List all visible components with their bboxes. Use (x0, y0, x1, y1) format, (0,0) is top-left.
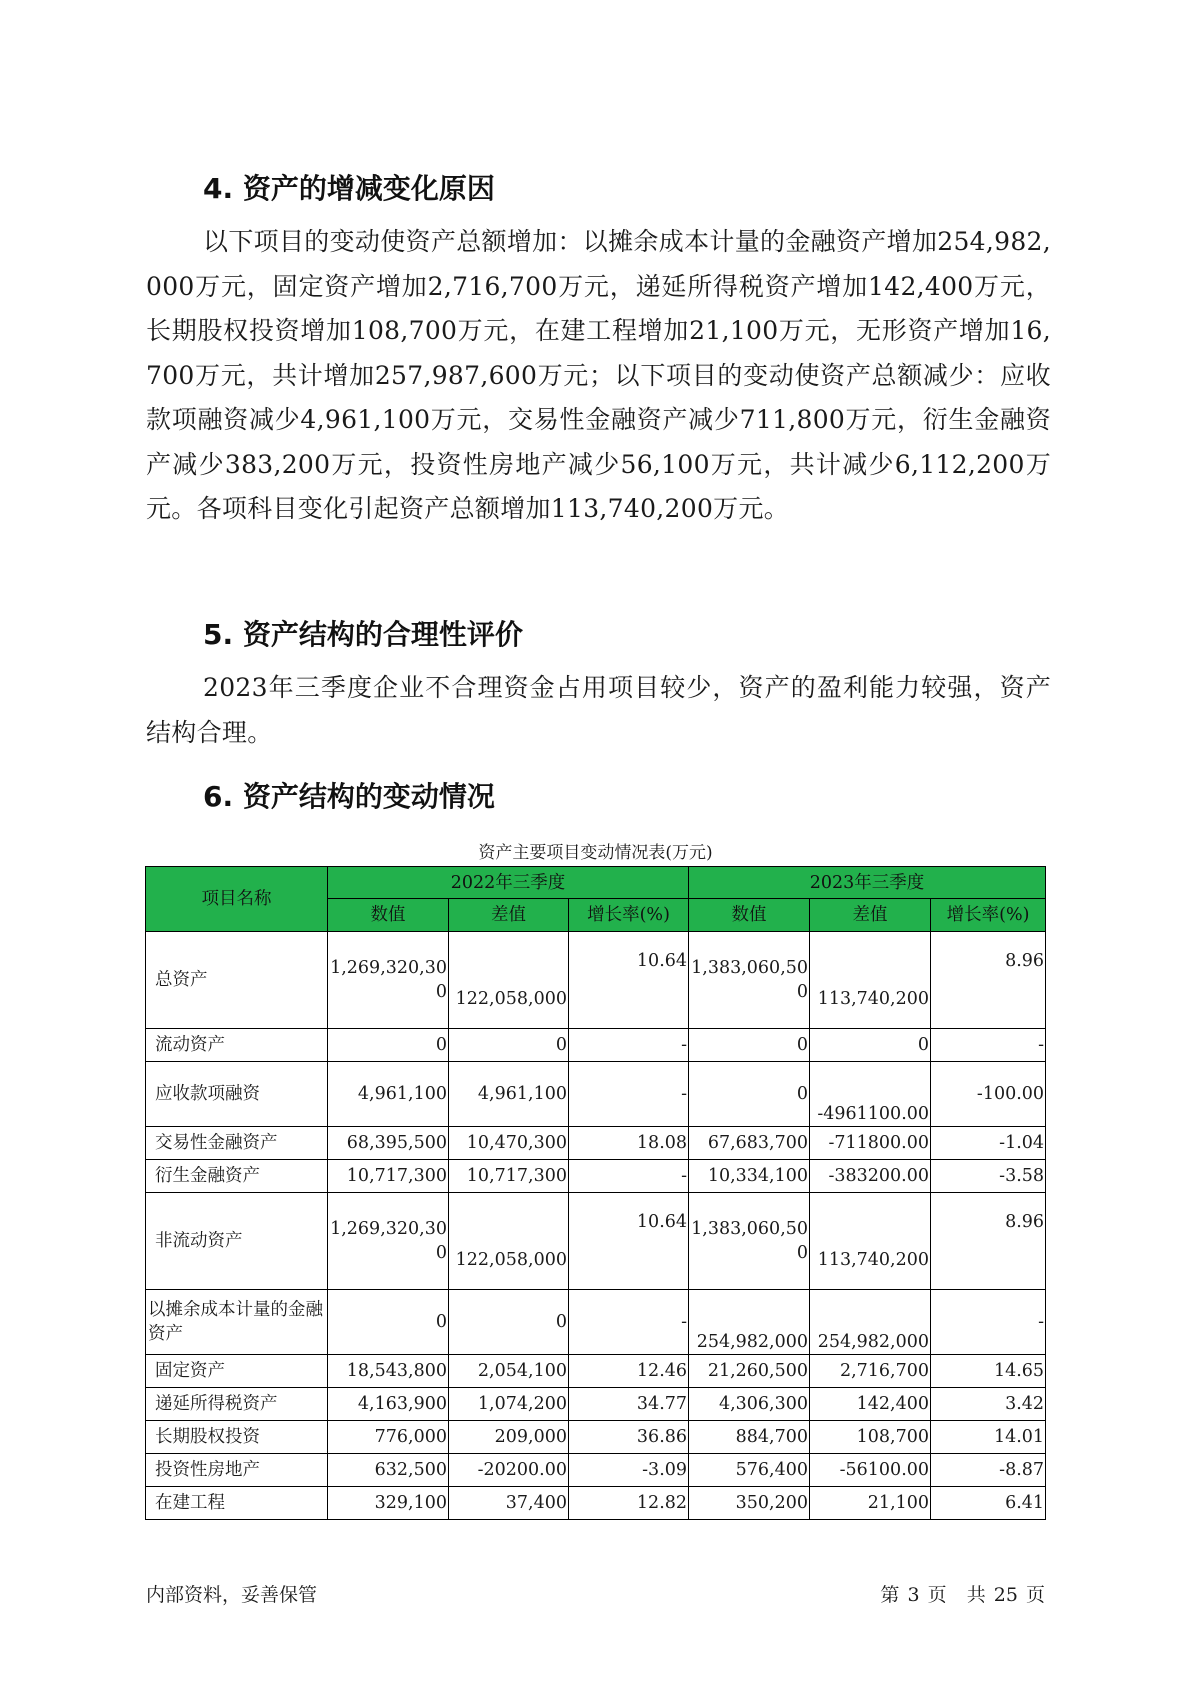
growth-2023: -1.04 (931, 1127, 1046, 1160)
value-2022: 4,163,900 (328, 1388, 449, 1421)
row-name: 递延所得税资产 (146, 1388, 328, 1421)
section-heading-4: 4. 资产的增减变化原因 (203, 172, 495, 205)
header-diff-2023: 差值 (810, 899, 931, 932)
value-2023: 254,982,000 (689, 1290, 810, 1355)
diff-2023: 2,716,700 (810, 1355, 931, 1388)
growth-2022: - (569, 1160, 689, 1193)
growth-2022: - (569, 1290, 689, 1355)
header-growth-2022: 增长率(%) (569, 899, 689, 932)
diff-2023: -383200.00 (810, 1160, 931, 1193)
row-name: 长期股权投资 (146, 1421, 328, 1454)
diff-2023: 254,982,000 (810, 1290, 931, 1355)
diff-2022: 0 (449, 1029, 569, 1062)
page-number: 3 (907, 1584, 920, 1606)
value-2022: 632,500 (328, 1454, 449, 1487)
growth-2023: -100.00 (931, 1062, 1046, 1127)
diff-2023: -56100.00 (810, 1454, 931, 1487)
table-row (146, 1454, 1046, 1487)
header-item-name: 项目名称 (146, 867, 328, 932)
value-2023: 0 (689, 1029, 810, 1062)
diff-2023: -4961100.00 (810, 1062, 931, 1127)
table-row (146, 1193, 1046, 1290)
header-growth-2023: 增长率(%) (931, 899, 1046, 932)
growth-2022: 10.64 (569, 1193, 689, 1290)
diff-2022: 122,058,000 (449, 932, 569, 1029)
growth-2023: - (931, 1290, 1046, 1355)
header-value-2023: 数值 (689, 899, 810, 932)
value-2022: 4,961,100 (328, 1062, 449, 1127)
total-prefix: 共 (966, 1584, 986, 1606)
header-value-2022: 数值 (328, 899, 449, 932)
growth-2023: 8.96 (931, 1193, 1046, 1290)
total-pages: 25 (993, 1584, 1018, 1606)
total-unit: 页 (1025, 1584, 1045, 1606)
growth-2023: 6.41 (931, 1487, 1046, 1520)
table-row (146, 1421, 1046, 1454)
row-name: 以摊余成本计量的金融资产 (146, 1290, 328, 1355)
diff-2022: -20200.00 (449, 1454, 569, 1487)
value-2023: 884,700 (689, 1421, 810, 1454)
growth-2023: 8.96 (931, 932, 1046, 1029)
section-paragraph-4: 以下项目的变动使资产总额增加：以摊余成本计量的金融资产增加254,982,000万元，固定资产增加2,716,700万元，递延所得税资产增加142,400万元，长期股权投资增加108,700万元，在建工程增加21,100万元，无形资产增加16,700万元，共计增加257,987,600万元；以下项目的变动使资产总额减少：应收款项融资减少4,961,100万元，交易性金融资产减少711,800万元，衍生金融资产减少383,200万元，投资性房地产减少56,100万元，共计减少6,112,200万元。各项科目变化引起资产总额增加113,740,200万元。 (146, 227, 1051, 523)
table-row (146, 1062, 1046, 1127)
header-period-2023: 2023年三季度 (689, 867, 1046, 899)
value-2022: 329,100 (328, 1487, 449, 1520)
section-heading-6: 6. 资产结构的变动情况 (203, 780, 495, 813)
row-name: 应收款项融资 (146, 1062, 328, 1127)
asset-change-table (145, 866, 1046, 1520)
diff-2022: 10,470,300 (449, 1127, 569, 1160)
table-row (146, 1160, 1046, 1193)
growth-2022: 12.46 (569, 1355, 689, 1388)
value-2022: 1,269,320,300 (328, 1193, 449, 1290)
growth-2023: -3.58 (931, 1160, 1046, 1193)
value-2022: 10,717,300 (328, 1160, 449, 1193)
section-heading-5: 5. 资产结构的合理性评价 (203, 618, 523, 651)
diff-2023: 108,700 (810, 1421, 931, 1454)
growth-2022: - (569, 1062, 689, 1127)
value-2023: 10,334,100 (689, 1160, 810, 1193)
diff-2022: 122,058,000 (449, 1193, 569, 1290)
growth-2022: 18.08 (569, 1127, 689, 1160)
header-period-2022: 2022年三季度 (328, 867, 689, 899)
table-row (146, 1127, 1046, 1160)
diff-2022: 0 (449, 1290, 569, 1355)
growth-2022: - (569, 1029, 689, 1062)
footer-confidential-note: 内部资料，妥善保管 (146, 1584, 318, 1606)
growth-2022: 10.64 (569, 932, 689, 1029)
growth-2023: 14.01 (931, 1421, 1046, 1454)
diff-2022: 10,717,300 (449, 1160, 569, 1193)
diff-2022: 4,961,100 (449, 1062, 569, 1127)
diff-2022: 209,000 (449, 1421, 569, 1454)
growth-2022: 36.86 (569, 1421, 689, 1454)
value-2022: 18,543,800 (328, 1355, 449, 1388)
diff-2022: 37,400 (449, 1487, 569, 1520)
footer-page-info (878, 1583, 1045, 1607)
value-2023: 4,306,300 (689, 1388, 810, 1421)
growth-2022: -3.09 (569, 1454, 689, 1487)
row-name: 非流动资产 (146, 1193, 328, 1290)
growth-2023: -8.87 (931, 1454, 1046, 1487)
table-row (146, 1290, 1046, 1355)
page-prefix: 第 (880, 1584, 900, 1606)
table-row (146, 1487, 1046, 1520)
diff-2023: 0 (810, 1029, 931, 1062)
section-paragraph-5: 2023年三季度企业不合理资金占用项目较少，资产的盈利能力较强，资产结构合理。 (146, 673, 1051, 747)
value-2023: 1,383,060,500 (689, 932, 810, 1029)
row-name: 在建工程 (146, 1487, 328, 1520)
diff-2023: -711800.00 (810, 1127, 931, 1160)
value-2022: 0 (328, 1290, 449, 1355)
growth-2023: 14.65 (931, 1355, 1046, 1388)
value-2022: 1,269,320,300 (328, 932, 449, 1029)
diff-2022: 1,074,200 (449, 1388, 569, 1421)
diff-2023: 113,740,200 (810, 932, 931, 1029)
value-2022: 68,395,500 (328, 1127, 449, 1160)
row-name: 衍生金融资产 (146, 1160, 328, 1193)
growth-2023: 3.42 (931, 1388, 1046, 1421)
row-name: 总资产 (146, 932, 328, 1029)
value-2022: 0 (328, 1029, 449, 1062)
table-caption: 资产主要项目变动情况表(万元) (478, 843, 713, 863)
growth-2023: - (931, 1029, 1046, 1062)
value-2022: 776,000 (328, 1421, 449, 1454)
growth-2022: 12.82 (569, 1487, 689, 1520)
value-2023: 67,683,700 (689, 1127, 810, 1160)
growth-2022: 34.77 (569, 1388, 689, 1421)
value-2023: 21,260,500 (689, 1355, 810, 1388)
page-unit: 页 (927, 1584, 947, 1606)
value-2023: 0 (689, 1062, 810, 1127)
row-name: 固定资产 (146, 1355, 328, 1388)
table-row (146, 1029, 1046, 1062)
diff-2023: 113,740,200 (810, 1193, 931, 1290)
value-2023: 1,383,060,500 (689, 1193, 810, 1290)
diff-2023: 21,100 (810, 1487, 931, 1520)
row-name: 投资性房地产 (146, 1454, 328, 1487)
row-name: 交易性金融资产 (146, 1127, 328, 1160)
diff-2022: 2,054,100 (449, 1355, 569, 1388)
table-row (146, 1355, 1046, 1388)
table-row (146, 932, 1046, 1029)
row-name: 流动资产 (146, 1029, 328, 1062)
diff-2023: 142,400 (810, 1388, 931, 1421)
header-diff-2022: 差值 (449, 899, 569, 932)
table-row (146, 1388, 1046, 1421)
value-2023: 350,200 (689, 1487, 810, 1520)
value-2023: 576,400 (689, 1454, 810, 1487)
